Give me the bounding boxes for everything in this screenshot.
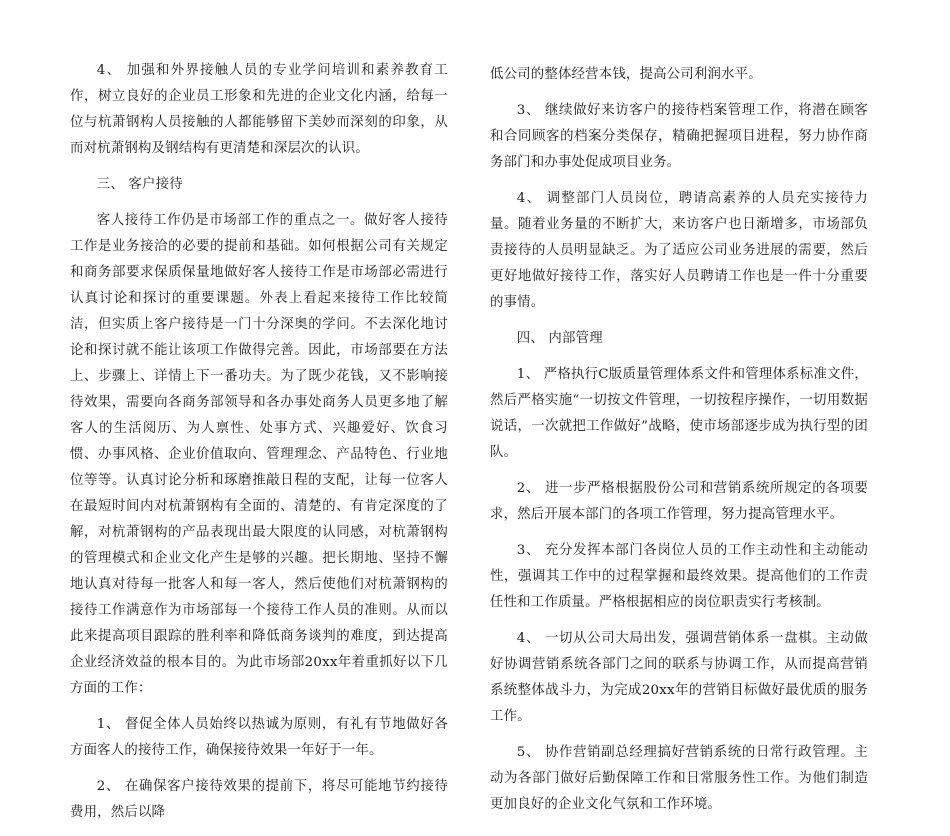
paragraph-reception-item-4: 4、 调整部门人员岗位，聘请高素养的人员充实接待力量。随着业务量的不断扩大，来访客户也日渐增多，市场部负责接待的人员明显缺乏。为了适应公司业务进展的需要，然后更好地做好接待工作，落实好人员聘请工作也是一件十分重要的事情。 (490, 191, 868, 310)
paragraph-management-item-5: 5、 协作营销副总经理搞好营销系统的日常行政管理。主动为各部门做好后勤保障工作和日常服务性工作。为他们制造更加良好的企业文化气氛和工作环境。 (490, 745, 868, 812)
paragraph-management-item-1: 1、 严格执行C版质量管理体系文件和管理体系标准文件，然后严格实施“一切按文件管理，一切按程序操作，一切用数据说话，一次就把工作做好”战略，使市场部逐步成为执行型的团队。 (490, 367, 868, 460)
paragraph-reception-item-2-continued: 低公司的整体经营本钱，提高公司利润水平。 (490, 67, 762, 82)
paragraph-management-item-2: 2、 进一步严格根据股份公司和营销系统所规定的各项要求，然后开展本部门的各项工作管理，努力提高管理水平。 (490, 481, 868, 522)
left-column (70, 58, 448, 836)
paragraph-management-item-3: 3、 充分发挥本部门各岗位人员的工作主动性和主动能动性，强调其工作中的过程掌握和最终效果。提高他们的工作责任性和工作质量。严格根据相应的岗位职责实行考核制。 (490, 543, 868, 610)
paragraph-reception-intro: 客人接待工作仍是市场部工作的重点之一。做好客人接待工作是业务接洽的必要的提前和基础。如何根据公司有关规定和商务部要求保质保量地做好客人接待工作是市场部必需进行认真讨论和探讨的重要课题。外表上看起来接待工作比较简洁，但实质上客户接待是一门十分深奥的学问。不去深化地讨论和探讨就不能让该项工作做得完善。因此，市场部要在方法上、步骤上、详情上下一番功夫。为了既少花钱，又不影响接待效果，需要向各商务部领导和各办事处商务人员更多地了解客人的生活阅历、为人禀性、处事方式、兴趣爱好、饮食习惯、办事风格、企业价值取向、管理理念、产品特色、行业地位等等。认真讨论分析和琢磨推敲日程的支配，让每一位客人在最短时间内对杭萧钢构有全面的、清楚的、有肯定深度的了解，对杭萧钢构的产品表现出最大限度的认同感，对杭萧钢构的管理模式和企业文化产生是够的兴趣。把长期地、坚持不懈地认真对待每一批客人和每一客人，然后使他们对杭萧钢构的接待工作满意作为市场部每一个接待工作人员的准则。从而以此来提高项目跟踪的胜利率和降低商务谈判的难度，到达提高企业经济效益的根本目的。为此市场部20xx年着重抓好以下几方面的工作： (70, 213, 448, 696)
right-column (490, 62, 868, 828)
section-heading-internal-management: 四、 内部管理 (516, 331, 603, 346)
paragraph-reception-item-2: 2、 在确保客户接待效果的提前下，将尽可能地节约接待费用，然后以降 (70, 779, 448, 820)
paragraph-training: 4、 加强和外界接触人员的专业学问培训和素养教育工作，树立良好的企业员工形象和先进的企业文化内涵，给每一位与杭萧钢构人员接触的人都能够留下美妙而深刻的印象，从而对杭萧钢构及钢结构有更清楚和深层次的认识。 (70, 63, 448, 156)
paragraph-reception-item-1: 1、 督促全体人员始终以热诚为原则，有礼有节地做好各方面客人的接待工作，确保接待效果一年好于一年。 (70, 717, 448, 758)
section-heading-reception: 三、 客户接待 (96, 177, 183, 192)
paragraph-management-item-4: 4、 一切从公司大局出发，强调营销体系一盘棋。主动做好协调营销系统各部门之间的联系与协调工作，从而提高营销系统整体战斗力，为完成20xx年的营销目标做好最优质的服务工作。 (490, 631, 868, 724)
paragraph-reception-item-3: 3、 继续做好来访客户的接待档案管理工作，将潜在顾客和合同顾客的档案分类保存，精确把握项目进程，努力协作商务部门和办事处促成项目业务。 (490, 103, 868, 170)
